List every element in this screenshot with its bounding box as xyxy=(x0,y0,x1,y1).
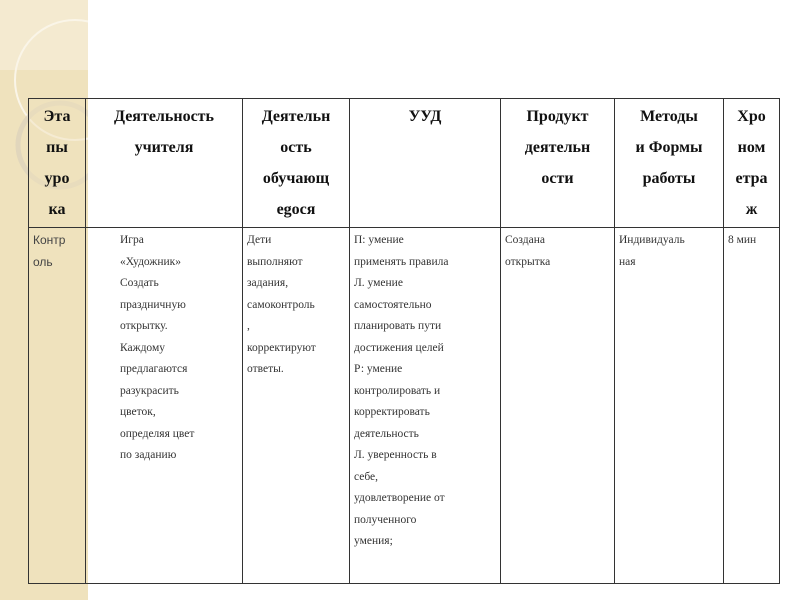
header-student-activity: Деятельн ость обучающ egося xyxy=(243,99,350,228)
cell-uud: П: умение применять правила Л. умение самостоятельно планировать пути достижения целей Р: умение контролировать и корректировать деятельность Л. уверенность в себе, удовлетворение от полученного умения; xyxy=(350,228,501,584)
header-timing: Хро ном етра ж xyxy=(724,99,780,228)
cell-teacher-activity: Игра «Художник» Создать праздничную открытку. Каждому предлагаются разукрасить цветок, определяя цвет по заданию xyxy=(86,228,243,584)
cell-stage: Контр оль xyxy=(29,228,86,584)
header-methods: Методы и Формы работы xyxy=(615,99,724,228)
cell-methods: Индивидуаль ная xyxy=(615,228,724,584)
header-stages: Эта пы уро ка xyxy=(29,99,86,228)
header-product: Продукт деятельн ости xyxy=(501,99,615,228)
cell-student-activity: Дети выполняют задания, самоконтроль , корректируют ответы. xyxy=(243,228,350,584)
header-row xyxy=(29,99,780,228)
header-teacher-activity: Деятельность учителя xyxy=(86,99,243,228)
cell-product: Создана открытка xyxy=(501,228,615,584)
header-uud: УУД xyxy=(350,99,501,228)
lesson-plan-table xyxy=(28,98,780,584)
cell-timing: 8 мин xyxy=(724,228,780,584)
table-row xyxy=(29,228,780,584)
